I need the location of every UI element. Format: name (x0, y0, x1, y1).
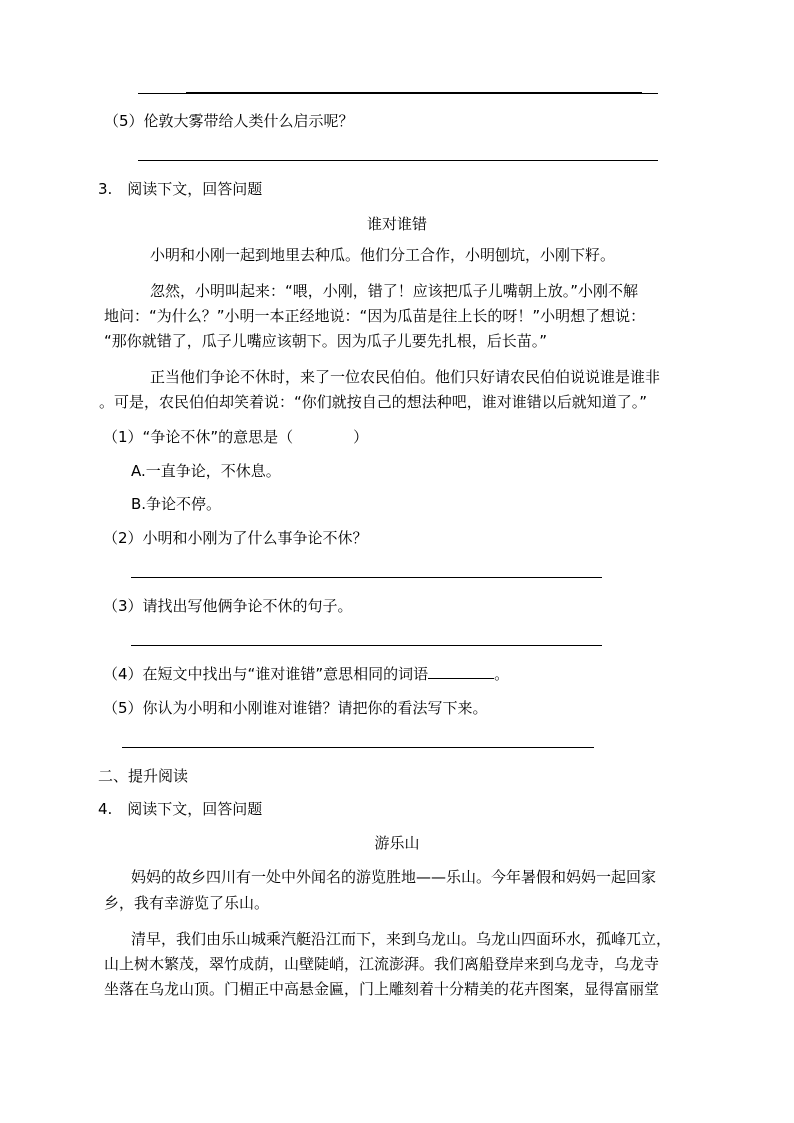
answer-line-thick (186, 92, 642, 94)
question-3-4-text: （4）在短文中找出与“谁对谁错”意思相同的词语 (103, 665, 429, 683)
option-b: B.争论不停。 (131, 495, 222, 513)
paragraph-2-line-1: 清早，我们由乐山城乘汽艇沿江而下，来到乌龙山。乌龙山四面环水，孤峰兀立， (131, 930, 672, 948)
question-3-5: （5）你认为小明和小刚谁对谁错？请把你的看法写下来。 (103, 699, 488, 717)
question-3-3: （3）请找出写他俩争论不休的句子。 (103, 597, 353, 615)
paragraph-1-line-1: 妈妈的故乡四川有一处中外闻名的游览胜地——乐山。今年暑假和妈妈一起回家 (131, 868, 657, 886)
paragraph-2-line-2: 地问：“为什么？”小明一本正经地说：“因为瓜苗是往上长的呀！”小明想了想说： (104, 307, 646, 325)
question-3-1: （1）“争论不休”的意思是（ ） (103, 428, 369, 446)
paragraph-2-line-3: 坐落在乌龙山顶。门楣正中高悬金匾，门上雕刻着十分精美的花卉图案，显得富丽堂 (104, 980, 660, 998)
fill-blank[interactable] (428, 664, 494, 679)
answer-line (131, 577, 602, 578)
section-3-heading: 3. 阅读下文，回答问题 (98, 180, 263, 198)
answer-line (122, 747, 594, 748)
story-title: 游乐山 (374, 834, 420, 852)
paragraph-1-line-2: 乡，我有幸游览了乐山。 (104, 894, 270, 912)
answer-line (131, 645, 602, 646)
question-3-2: （2）小明和小刚为了什么事争论不休？ (103, 529, 368, 547)
paragraph-1: 小明和小刚一起到地里去种瓜。他们分工合作，小明刨坑，小刚下籽。 (150, 246, 616, 264)
question-2-5: （5）伦敦大雾带给人类什么启示呢？ (104, 112, 354, 130)
story-title: 谁对谁错 (366, 215, 427, 233)
paragraph-3-line-1: 正当他们争论不休时，来了一位农民伯伯。他们只好请农民伯伯说说谁是谁非 (150, 368, 661, 386)
section-2-heading: 二、提升阅读 (98, 767, 189, 785)
paragraph-2-line-3: “那你就错了，瓜子儿嘴应该朝下。因为瓜子儿要先扎根，后长苗。” (104, 332, 548, 350)
paragraph-3-line-2: 。可是，农民伯伯却笑着说：“你们就按自己的想法种吧，谁对谁错以后就知道了。” (99, 393, 648, 411)
question-3-4 (103, 664, 509, 684)
question-3-4-end: 。 (494, 665, 510, 683)
section-4-heading: 4. 阅读下文，回答问题 (98, 800, 263, 818)
paragraph-2-line-1: 忽然，小明叫起来：“喂，小刚，错了！应该把瓜子儿嘴朝上放。”小刚不解 (150, 282, 639, 300)
option-a: A.一直争论，不休息。 (131, 462, 281, 480)
answer-line (138, 160, 658, 161)
paragraph-2-line-2: 山上树木繁茂，翠竹成荫，山壁陡峭，江流澎湃。我们离船登岸来到乌龙寺，乌龙寺 (104, 955, 660, 973)
